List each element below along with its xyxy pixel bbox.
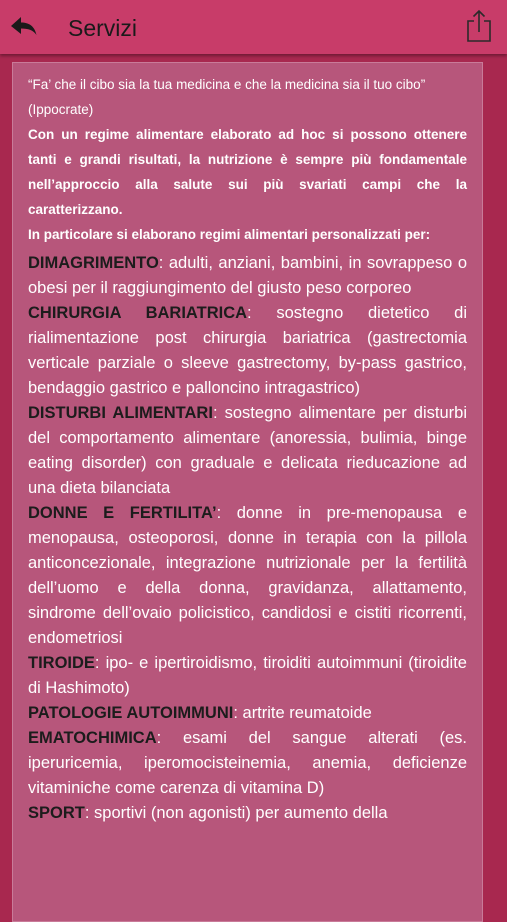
section-dimagrimento (28, 251, 467, 301)
section-heading: DONNE E FERTILITA’ (28, 504, 217, 522)
back-button[interactable] (8, 12, 40, 42)
section-text: : sostegno dietetico di rialimentazione post chirurgia bariatrica (gastrectomia verticale parziale o sleeve gastrectomy, by-pass gastrico, bendaggio gastrico e palloncino intragastrico) (28, 304, 467, 397)
section-text: : donne in pre-menopausa e menopausa, osteoporosi, donne in terapia con la pillola anticoncezionale, integrazione nutrizionale per la fertilità dell’uomo e della donna, gravidanza, allattamento, sindrome dell’ovaio policistico, candidosi e cistiti ricorrenti, endometriosi (28, 504, 467, 647)
section-text: : sportivi (non agonisti) per aumento della (84, 804, 388, 822)
section-heading: SPORT (28, 804, 85, 822)
section-patologie-autoimmuni (28, 701, 467, 726)
section-text: : artrite reumatoide (233, 704, 372, 722)
section-heading: DIMAGRIMENTO (28, 254, 159, 272)
section-sport (28, 801, 467, 826)
section-donne-fertilita (28, 501, 467, 651)
intro-paragraph-2: In particolare si elaborano regimi alimentari personalizzati per: (28, 227, 431, 242)
share-icon (465, 8, 493, 44)
services-card (12, 62, 483, 922)
section-text: : esami del sangue alterati (es. iperuricemia, iperomocisteinemia, anemia, deficienze vitaminiche come carenza di vitamina D) (28, 729, 467, 797)
section-tiroide (28, 651, 467, 701)
section-heading: PATOLOGIE AUTOIMMUNI (28, 704, 234, 722)
section-ematochimica (28, 726, 467, 801)
section-disturbi-alimentari (28, 401, 467, 501)
section-text: : sostegno alimentare per disturbi del comportamento alimentare (anoressia, bulimia, binge eating disorder) con graduale e delicata rieducazione ad una dieta bilanciata (28, 404, 468, 497)
section-chirurgia-bariatrica (28, 301, 467, 401)
share-button[interactable] (465, 8, 493, 44)
quote-text: “Fa’ che il cibo sia la tua medicina e che la medicina sia il tuo cibo” (Ippocrate) (28, 77, 426, 117)
section-text: : ipo- e ipertiroidismo, tiroiditi autoimmuni (tiroidite di Hashimoto) (28, 654, 467, 697)
section-heading: CHIRURGIA BARIATRICA (28, 304, 248, 322)
page-title: Servizi (68, 15, 138, 41)
section-heading: DISTURBI ALIMENTARI (28, 404, 213, 422)
intro-paragraph: Con un regime alimentare elaborato ad hoc si possono ottenere tanti e grandi risultati, la nutrizione è sempre più fondamentale nell’approccio alla salute sui più svariati campi che la caratterizzano. (28, 127, 467, 217)
section-heading: TIROIDE (28, 654, 95, 672)
back-arrow-icon (8, 12, 40, 42)
section-text: : adulti, anziani, bambini, in sovrappeso o obesi per il raggiungimento del giusto peso corporeo (28, 254, 467, 297)
section-heading: EMATOCHIMICA (28, 729, 157, 747)
app-header (0, 0, 507, 54)
